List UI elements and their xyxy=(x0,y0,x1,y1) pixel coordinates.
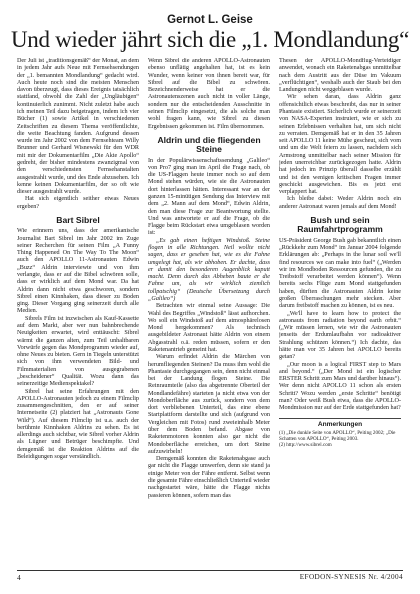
paragraph: Warum erfindet Aldrin die Märchen von herumfliegenden Steinen? Da muss ihm wohl die Phantasie durchgegangen sein, denn nicht einmal bei der Landung flogen Steine. Die Reinraumteile (also das abgetrennte Oberteil der Mondlandefähre) starteten ja nicht etwa von der Mondoberfläche aus zurück, sondern von dem dort verbliebenen Unterteil, das eine ebene Startplattform darstellte und sich (aufgrund von Vergleichen mit Fotos) rund zweieinhalb Meter über dem Boden befand. Abgase von Raketenmotoren konnten also gar nicht die Mondoberfläche erreichen, um dort Steine aufzuwirbeln! xyxy=(148,354,270,455)
text-column-3 xyxy=(279,58,401,561)
article-title: Und wieder jährt sich die „1. Mondlandung“ xyxy=(10,27,410,52)
paragraph: Wir sehen daran, dass Aldrin ganz offensichtlich etwas beschreibt, das nur in seiner Phantasie existiert. Sicherlich wurde er seinerzeit von NASA-Experten instruiert, wie er sich zu seinen Erlebnissen verhalten hat, um sich nicht zu verraten. Demgemäß hat er in den 35 Jahren seit APOLLO 11 keine Mühe gescheut, sich vom und um die Welt feiern zu lassen, nachdem sich Armstrong unmittelbar nach seiner Mission für jeden unerreichbar zurückgezogen hatte. Aldrin hat jedoch im Prinzip überall dasselbe erzählt und ist den wenigen kritischen Fragen immer geschickt ausgewichen. Bis es jetzt erst verplappert hat. xyxy=(279,94,401,196)
paragraph: In der Populärwissenschaftssendung „Galileo“ von Pro7 ging man im April die Frage nach, ob die US-Flaggen heute immer noch so auf dem Mond stehen würden, wie sie die Astronauten dort hinterlassen hätten. Interessant war an der ganzen 15-minütigen Sendung das Interview mit dem „2. Mann auf dem Mond“, Edwin Aldrin, den man diese Frage zur Beantwortung stellte. Und was antwortete er auf die Frage, ob die Flagge beim Rückstart etwa umgeblasen worden ist: xyxy=(148,157,270,237)
footnote-1: (1) „Die dunkle Seite von APOLLO“, Peiting 2002; „Die Schatten von APOLLO“, Peiting 2003. xyxy=(279,429,396,442)
notes-heading: Anmerkungen xyxy=(317,421,363,429)
paragraph: Sibrel hat seine Erfahrungen mit den APOLLO-Astronauten jedoch zu einem Filmclip zusammengeschnitten, den er auf seiner Internetseite (2) platziert hat „Astronauts Gone Wild“). Auf diesem Filmclip ist u.a. auch der berühmte Kinnhaken Aldrins zu sehen. Es ist allerdings auch sichtbar, wie Sibrel vorher Aldrin als Lügner und Betrüger beschimpfte. Und demgemäß ist die Reaktion Aldrins auf die Beleidigungen sogar verständlich. xyxy=(17,388,139,461)
paragraph: US-Präsident George Bush gab bekanntlich einen „Rückkehr zum Mond“ im Januar 2004 folgende Erklärungen ab: „Perhaps in the lunar soil we'll find resources we can make into fuel“ („Werden wir im Mondboden Ressourcen gefunden, die zu Treibstoff verarbeitet werden können“). Wenn bereits sechs Flüge zum Mond stattgefunden haben, dürften die Astronauten Aldrin keine großen Überraschungen mehr stecken. Aber darum freibstoff machen zu können, ist es neu. xyxy=(279,237,401,310)
paragraph: „Our moon is a logical FIRST step to Mars and beyond.“ („Der Mond ist ein logischer ERSTER Schritt zum Mars und darüber hinaus“). Wer denn nicht APOLLO 11 schon als ersten Schritt? Wozu werden „erste Schritte“ benötigt man? Oder weiß Bush etwa, dass die APOLLO-Mondmission nur auf der Erde stattgefunden hat? xyxy=(279,361,401,412)
section-heading-bush: Bush und sein Raumfahrtprogramm xyxy=(297,214,383,235)
magazine-issue: EFODON-SYNESIS Nr. 4/2004 xyxy=(299,573,403,581)
paragraph: Thesen der APOLLO-Mondflug-Verteidiger anwendet, wonach ein Raketenabgas unmittelbar nach dem Austritt aus der Düse im Vakuum „verflüchtigen“, weshalb auch der Staub bei den Landungen nicht weggeblasen wurde. xyxy=(279,58,401,94)
author-name: Gernot L. Geise xyxy=(167,14,253,26)
paragraph: Betrachten wir einmal seine Aussage: Die Wahl des Begriffes „Windstoß“ lässt aufhorchen. Wo soll ein Windstoß auf dem atmosphärelosen Mond hergekommen? Als technisch ausgebildeter Astronaut hätte Aldrin von einem Abgasstrahl o.ä. reden müssen, sofern er den Raketenantrieb gemeint hat. xyxy=(148,303,270,353)
section-heading-aldrin: Aldrin und die fliegenden Steine xyxy=(157,134,261,155)
paragraph: „We'll have to learn how to protect the astronauts from radiation beyond earth orbit.“ („Wir müssen lernen, wie wir die Astronauten jenseits der Erdumlaufbahn vor radioaktiver Strahlung schützen können.“) Ich dachte, das hätte man vor 35 Jahren bei APOLLO bereits getan? xyxy=(279,310,401,361)
paragraph: Der Juli ist „traditionsgemäß“ der Monat, an dem in jedem Jahr aufs Neue mit Fernsehsendungen der „1. bemannten Mondlandung“ gedacht wird. Auch heute noch sind die meisten Menschen davon überzeugt, dass dieses Ereignis tatsächlich stattfand, obwohl die Zahl der „Ungläubigen“ kontinuierlich zunimmt. Nicht zuletzt habe auch ich meinen Teil dazu beigetragen, indem ich vier Bücher (1) sowie Artikel in verschiedenen Zeitschriften zu diesem Thema veröffentlichte, die weite Beachtung fanden. Aufgrund dessen wurde im Jahr 2002 von dem Fernsehteam Willy Brunner und Gerhard Wisnewski für den WDR mit mir der Dokumentarfilm „Die Akte Apollo“ gedreht, der bisher mindestens zwanzigmal von den verschiedensten Fernsehanstalten ausgestrahlt wurde, und des Ende abzusehen. Ich kenne keinen Dokumentarfilm, der so oft wie dieser ausgestrahlt wurde. xyxy=(17,58,139,196)
text-column-2 xyxy=(148,58,270,561)
footnote-2: (2) http://www.sibrel.com xyxy=(279,441,332,448)
paragraph: Ich bleibe dabei: Weder Aldrin noch ein anderer Astronaut waren jemals auf dem Mond! xyxy=(279,196,401,210)
page-number: 4 xyxy=(17,573,21,582)
footer-rule xyxy=(17,570,403,571)
aldrin-quote: „Es gab einen heftigen Windstoß. Steine flogen in alle Richtungen. Neil wollte nicht sagen, dass er gesehen hat, wie es die Fahne umgelegt hat, als wir abhoben. Er dachte, dass er damit den besonderen Augenblick kaputt macht. Denn durch das Abheben baute er die Fahne um, als wir wirklich ziemlich tollpatschig“ (Deutsche Übersetzung durch „Galileo“) xyxy=(148,237,270,302)
text-column-1 xyxy=(17,58,139,561)
notes-divider xyxy=(279,418,401,419)
paragraph: Wie erinnern uns, dass der amerikanische Journalist Bart Sibrel im Jahr 2002 im Zuge seiner Recherchen für seinen Film „A Funny Thing Happened On The Way To The Moon“ auch den APOLLO 11-Astronauten Edwin „Buzz“ Aldrin interviewte und von ihm verlangte, dass er auf die Bibel schwören solle, dass er wirklich auf dem Mond war. Da hat Aldrin dann nicht etwa geschworen, sondern Sibrel einen Kinnhaken, dass dieser zu Boden ging. Dieser Vorgang ging seinerzeit durch alle Medien. xyxy=(17,228,139,315)
paragraph: Sibrels Film ist inzwischen als Kauf-Kassette auf dem Markt, aber wer nun bahnbrechende Neuigkeiten erwartet, wird enttäuscht: Sibrel wärmt die ganzen alten, zum Teil unhaltbaren Vorwürfe gegen das Mondprogramm wieder auf, ohne Neues zu bieten. Gern in Tiegeln unterstützt sich von ihm verwendeten Bild- und Filmmaterialien von ausgegrabenen „bescheidener“ Qualität. Wozu dann das seinerzeitige Medienspektakel? xyxy=(17,315,139,388)
footnotes xyxy=(279,421,401,448)
paragraph: Hat sich eigentlich seither etwas Neues ergeben? xyxy=(17,196,139,210)
paragraph: Demgemäß konnten die Raketenabgase auch gar nicht die Flagge umwerfen, denn sie stand ja einige Meter von der Fähre entfernt. Selbst wenn die gesamte Fähre einschließlich Unterteil wieder nachgestartet wäre, hätte die Flagge nichts passieren können, sofern man das xyxy=(148,456,270,499)
section-heading-sibrel: Bart Sibrel xyxy=(56,214,100,225)
paragraph: Wenn Sibrel die anderen APOLLO-Astronauten ebenso unflätig angehalten hat, ist es kein Wunder, wenn keiner von ihnen bereit war, für Sibrel auf die Bibel zu schwören. Bezeichnenderweise hat er die Astronautenszenen auch nicht in voller Länge, sondern nur die entscheidenden Ausschnitte in seinen Filmclip eingesetzt, die als solche man wohl fragen kann, wie Sibrel zu diesen Ergebnissen gekommen ist. Film übernommen. xyxy=(148,58,270,130)
